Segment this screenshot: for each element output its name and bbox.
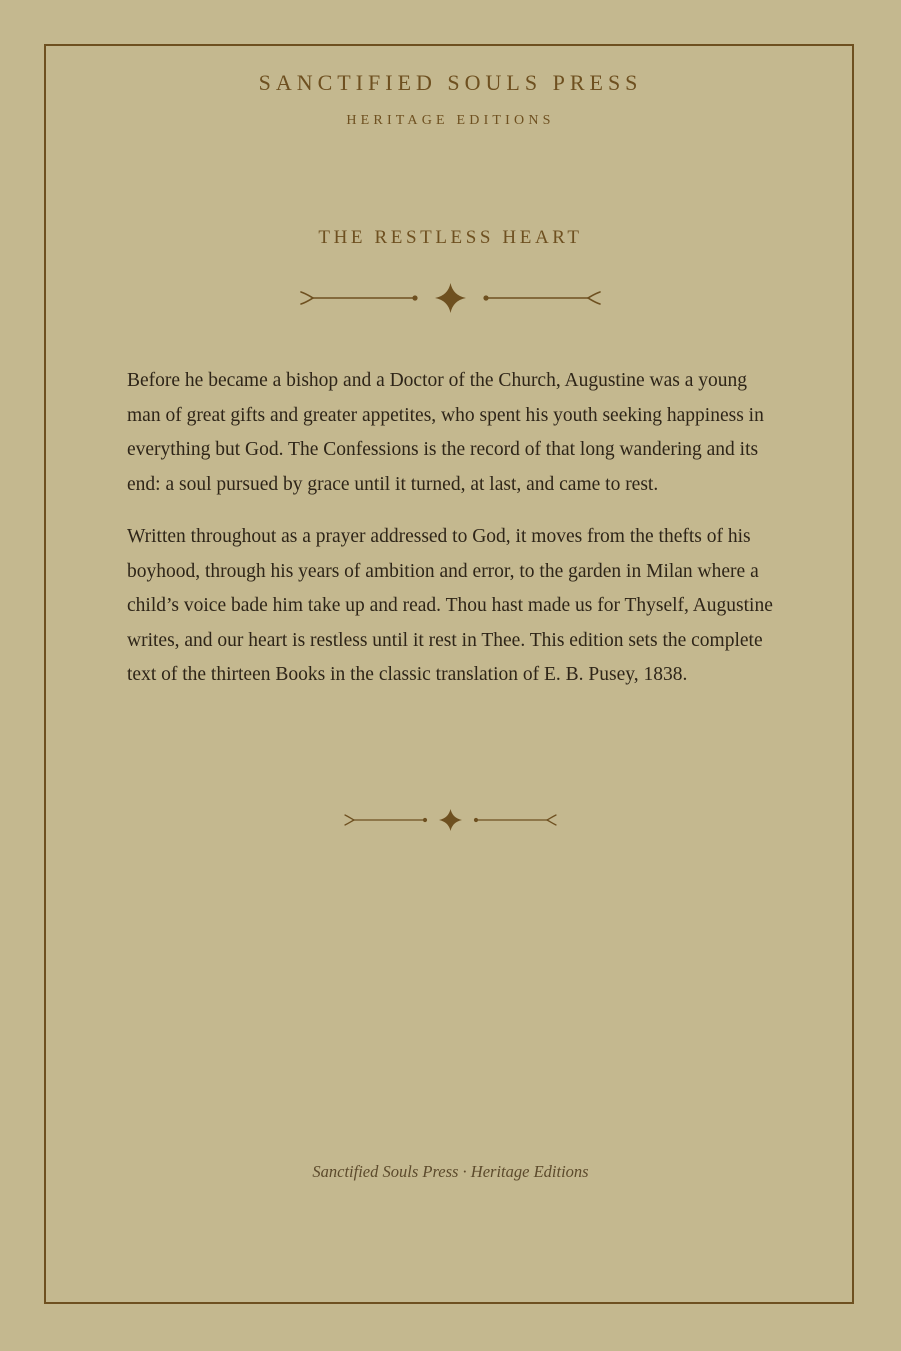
synopsis-paragraph: Written throughout as a prayer addressed to God, it moves from the thefts of his boyhood, through his years of ambition and error, to the garden in Milan where a child’s voice bade him take up and read. Thou hast made us for Thyself, Augustine writes, and our heart is restless until it rest in Thee. This edition sets the complete text of the thirteen Books in the classic translation of E. B. Pusey, 1838. [127,526,773,685]
synopsis-paragraph: Before he became a bishop and a Doctor of the Church, Augustine was a young man of great gifts and greater appetites, who spent his youth seeking happiness in everything but God. The Confessions is the record of that long wandering and its end: a soul pursued by grace until it turned, at last, and came to rest. [127,370,764,495]
imprint-name: HERITAGE EDITIONS [346,113,555,128]
flourish-divider-icon [298,283,603,313]
flourish-divider-icon [342,808,559,832]
footer-imprint: Sanctified Souls Press · Heritage Editions [312,1162,589,1181]
section-title: THE RESTLESS HEART [318,227,583,248]
synopsis-text [127,364,777,711]
publisher-name: SANCTIFIED SOULS PRESS [258,70,643,95]
